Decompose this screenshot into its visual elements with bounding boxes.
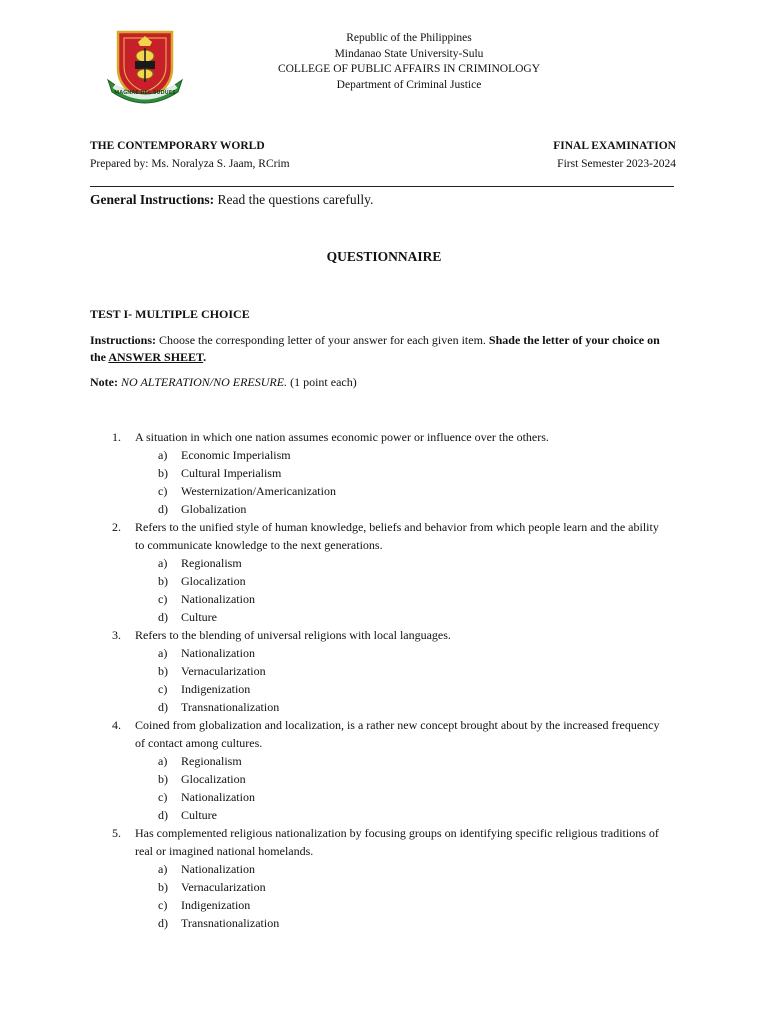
option-item	[0, 698, 768, 716]
instructions-text: Choose the corresponding letter of your answer for each given item.	[156, 333, 489, 347]
header-line-college: COLLEGE OF PUBLIC AFFAIRS IN CRIMINOLOGY	[277, 63, 541, 75]
question-item	[0, 824, 768, 932]
option-text: Transnationalization	[181, 916, 280, 930]
note-label: Note:	[90, 375, 118, 389]
question-number: 4.	[112, 718, 121, 732]
option-text: Nationalization	[181, 592, 255, 606]
option-letter: d)	[158, 916, 168, 930]
option-letter: a)	[158, 556, 168, 570]
option-letter: c)	[158, 484, 168, 498]
option-item	[0, 572, 768, 590]
option-text: Regionalism	[181, 754, 242, 768]
option-item	[0, 644, 768, 662]
option-text: Regionalism	[181, 556, 242, 570]
question-stem: Refers to the blending of universal religions with local languages.	[135, 628, 451, 642]
question-item	[0, 428, 768, 518]
exam-title: FINAL EXAMINATION	[553, 140, 676, 152]
header-line-department: Department of Criminal Justice	[336, 78, 482, 91]
option-letter: b)	[158, 574, 168, 588]
question-item	[0, 716, 768, 824]
question-number: 3.	[112, 628, 121, 642]
note-text: (1 point each)	[287, 375, 357, 389]
question-list	[0, 428, 768, 932]
option-text: Nationalization	[181, 646, 255, 660]
question-number: 5.	[112, 826, 121, 840]
option-text: Nationalization	[181, 862, 255, 876]
question-number: 2.	[112, 520, 121, 534]
option-item	[0, 464, 768, 482]
option-letter: b)	[158, 772, 168, 786]
option-text: Indigenization	[181, 898, 251, 912]
option-letter: d)	[158, 610, 168, 624]
question-number: 1.	[112, 430, 121, 444]
option-item	[0, 806, 768, 824]
option-item	[0, 482, 768, 500]
option-text: Vernacularization	[181, 664, 266, 678]
general-instructions	[90, 192, 373, 208]
option-text: Westernization/Americanization	[181, 484, 336, 498]
option-letter: b)	[158, 880, 168, 894]
option-item	[0, 662, 768, 680]
test-title: TEST I- MULTIPLE CHOICE	[90, 307, 250, 321]
option-text: Nationalization	[181, 790, 255, 804]
option-item	[0, 590, 768, 608]
header-divider	[90, 186, 674, 187]
option-item	[0, 752, 768, 770]
option-text: Culture	[181, 610, 217, 624]
option-text: Cultural Imperialism	[181, 466, 282, 480]
option-text: Vernacularization	[181, 880, 266, 894]
option-item	[0, 446, 768, 464]
option-letter: b)	[158, 466, 168, 480]
option-item	[0, 788, 768, 806]
option-item	[0, 878, 768, 896]
instructions-label: Instructions:	[90, 333, 157, 347]
option-letter: a)	[158, 646, 168, 660]
note-italic: NO ALTERATION/NO ERESURE.	[117, 375, 288, 389]
option-text: Indigenization	[181, 682, 251, 696]
question-item	[0, 518, 768, 626]
option-item	[0, 500, 768, 518]
option-letter: a)	[158, 448, 168, 462]
question-stem: A situation in which one nation assumes economic power or influence over the others.	[135, 430, 549, 444]
question-stem: Coined from globalization and localization, is a rather new concept brought about by the increased frequency of contact among cultures.	[135, 718, 660, 750]
question-stem: Has complemented religious nationalization by focusing groups on identifying specific religious traditions of real or imagined national homelands.	[135, 826, 659, 858]
answer-sheet-label: ANSWER SHEET	[108, 350, 204, 364]
option-item	[0, 896, 768, 914]
prepared-by: Prepared by: Ms. Noralyza S. Jaam, RCrim	[90, 158, 290, 170]
option-item	[0, 554, 768, 572]
institution-header	[0, 31, 768, 93]
question-stem: Refers to the unified style of human knowledge, beliefs and behavior from which people learn and the ability to communicate knowledge to the next generations.	[135, 520, 659, 552]
instructions-bold-text: Shade the letter of your choice on the	[90, 333, 660, 364]
option-letter: a)	[158, 862, 168, 876]
option-letter: c)	[158, 898, 168, 912]
question-item	[0, 626, 768, 716]
option-text: Glocalization	[181, 772, 246, 786]
option-text: Transnationalization	[181, 700, 280, 714]
general-instructions-text: Read the questions carefully.	[214, 192, 374, 207]
option-letter: c)	[158, 682, 168, 696]
option-letter: d)	[158, 502, 168, 516]
option-letter: a)	[158, 754, 168, 768]
option-letter: d)	[158, 700, 168, 714]
semester: First Semester 2023-2024	[557, 158, 676, 170]
course-title: THE CONTEMPORARY WORLD	[90, 140, 265, 152]
option-letter: c)	[158, 790, 168, 804]
instructions-end: .	[203, 350, 207, 364]
option-text: Glocalization	[181, 574, 246, 588]
option-item	[0, 770, 768, 788]
option-text: Globalization	[181, 502, 247, 516]
option-letter: d)	[158, 808, 168, 822]
seal-motto-text: MAGNAE DEL SUDUES	[114, 90, 176, 96]
header-line-university: Mindanao State University-Sulu	[334, 47, 484, 60]
option-item	[0, 860, 768, 878]
option-item	[0, 914, 768, 932]
option-text: Culture	[181, 808, 217, 822]
option-letter: b)	[158, 664, 168, 678]
option-letter: c)	[158, 592, 168, 606]
option-item	[0, 680, 768, 698]
header-line-republic: Republic of the Philippines	[346, 32, 472, 44]
option-item	[0, 608, 768, 626]
note	[90, 375, 357, 390]
general-instructions-label: General Instructions:	[90, 192, 215, 207]
test-instructions	[90, 332, 670, 366]
questionnaire-title: QUESTIONNAIRE	[326, 249, 442, 264]
option-text: Economic Imperialism	[181, 448, 291, 462]
